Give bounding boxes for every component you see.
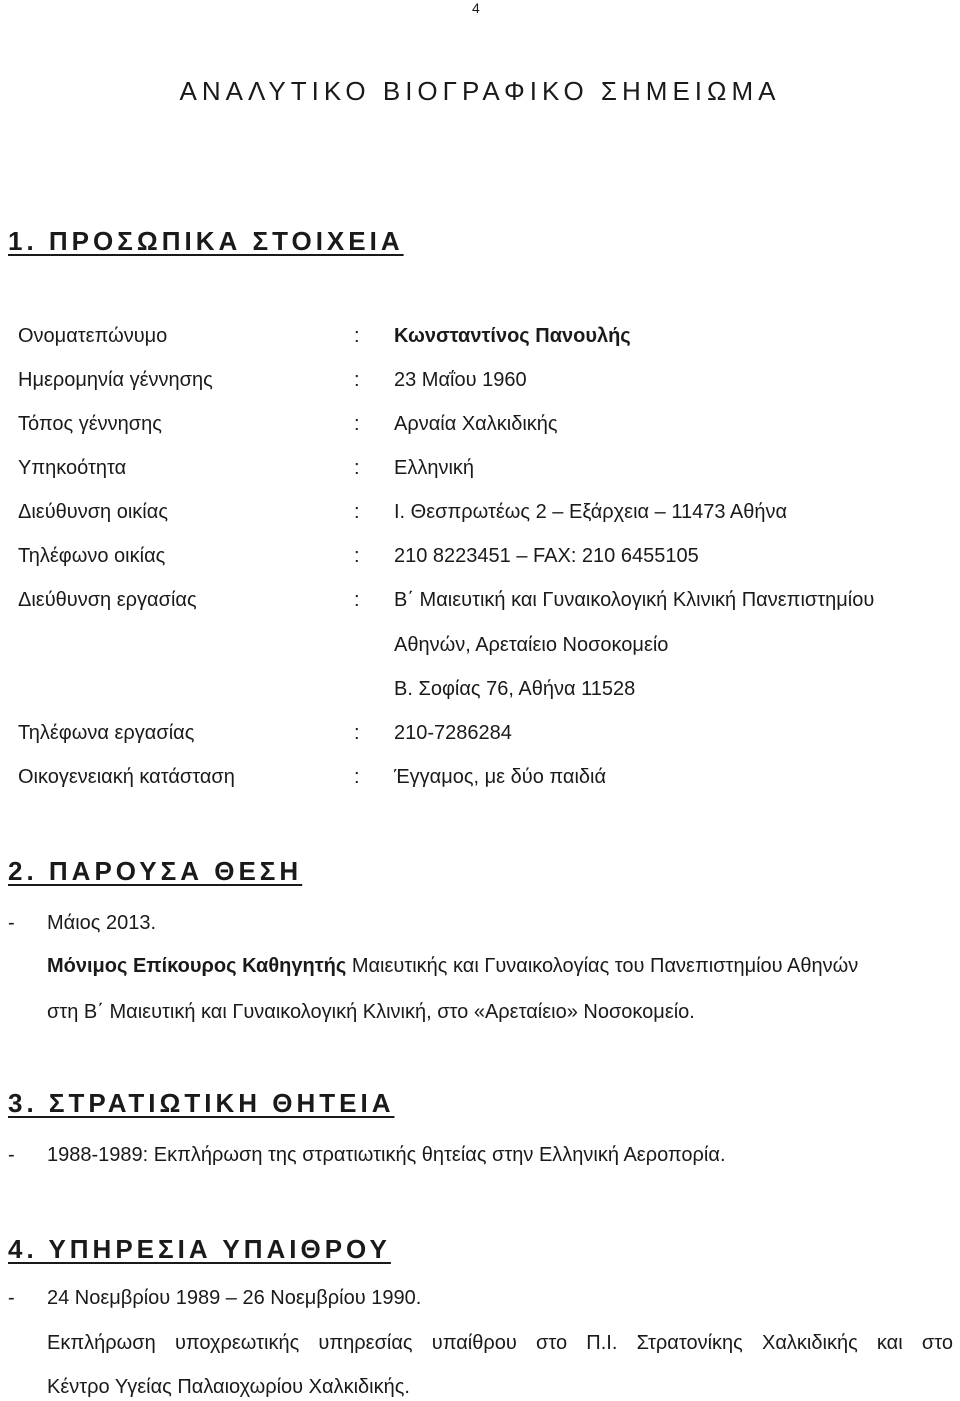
detail-label: Ονοματεπώνυμο	[18, 325, 168, 347]
detail-value: Αρναία Χαλκιδικής	[394, 413, 558, 435]
position-date: Μάιος 2013.	[47, 912, 157, 934]
detail-colon: :	[354, 457, 360, 479]
detail-value: 23 Μαΐου 1960	[394, 369, 527, 391]
detail-colon: :	[354, 501, 360, 523]
detail-label: Οικογενειακή κατάσταση	[18, 766, 235, 788]
position-detail: Μαιευτικής και Γυναικολογίας του Πανεπιστημίου Αθηνών	[346, 955, 859, 977]
detail-label: Τόπος γέννησης	[18, 413, 162, 435]
detail-label: Ημερομηνία γέννησης	[18, 369, 213, 391]
section-4-heading: 4. ΥΠΗΡΕΣΙΑ ΥΠΑΙΘΡΟΥ	[8, 1234, 391, 1264]
rural-service-dates: 24 Νοεμβρίου 1989 – 26 Νοεμβρίου 1990.	[47, 1287, 422, 1309]
detail-label: Τηλέφωνα εργασίας	[18, 722, 195, 744]
section-3-heading: 3. ΣΤΡΑΤΙΩΤΙΚΗ ΘΗΤΕΙΑ	[8, 1088, 395, 1118]
detail-colon: :	[354, 766, 360, 788]
rural-service-description	[47, 1332, 953, 1355]
section-1-heading: 1. ΠΡΟΣΩΠΙΚΑ ΣΤΟΙΧΕΙΑ	[8, 226, 404, 256]
word: στο	[921, 1332, 953, 1354]
detail-colon: :	[354, 545, 360, 567]
detail-value: 210-7286284	[394, 722, 512, 744]
word: στο	[536, 1332, 568, 1354]
detail-colon: :	[354, 369, 360, 391]
section-2-heading: 2. ΠΑΡΟΥΣΑ ΘΕΣΗ	[8, 856, 303, 886]
document-title: ΑΝΑΛΥΤΙΚΟ ΒΙΟΓΡΑΦΙΚΟ ΣΗΜΕΙΩΜΑ	[179, 76, 781, 106]
word: και	[876, 1332, 903, 1354]
bullet-dash: -	[8, 912, 15, 934]
word: Χαλκιδικής	[762, 1332, 858, 1354]
detail-label: Διεύθυνση οικίας	[18, 501, 168, 523]
word: υποχρεωτικής	[174, 1332, 300, 1354]
detail-colon: :	[354, 722, 360, 744]
position-description	[47, 955, 858, 978]
word: υπαίθρου	[431, 1332, 517, 1354]
word: υπηρεσίας	[318, 1332, 413, 1354]
position-description-line-2: στη Β΄ Μαιευτική και Γυναικολογική Κλινική, στο «Αρεταίειο» Νοσοκομείο.	[47, 1001, 695, 1023]
detail-label: Υπηκοότητα	[18, 457, 127, 479]
detail-value: Έγγαμος, με δύο παιδιά	[394, 766, 607, 788]
detail-colon: :	[354, 413, 360, 435]
detail-value: Αθηνών, Αρεταίειο Νοσοκομείο	[394, 634, 669, 656]
detail-label: Τηλέφωνο οικίας	[18, 545, 166, 567]
military-service-text: 1988-1989: Εκπλήρωση της στρατιωτικής θητείας στην Ελληνική Αεροπορία.	[47, 1144, 726, 1166]
detail-colon: :	[354, 325, 360, 347]
detail-value: Ι. Θεσπρωτέως 2 – Εξάρχεια – 11473 Αθήνα	[394, 501, 788, 523]
word: Εκπλήρωση	[47, 1332, 156, 1354]
detail-value: 210 8223451 – FAX: 210 6455105	[394, 545, 699, 567]
word: Π.Ι.	[586, 1332, 618, 1354]
page-number: 4	[472, 0, 480, 16]
detail-value: Β΄ Μαιευτική και Γυναικολογική Κλινική Πανεπιστημίου	[394, 589, 875, 611]
rural-service-description-line-3: Κέντρο Υγείας Παλαιοχωρίου Χαλκιδικής.	[47, 1376, 410, 1398]
detail-colon: :	[354, 589, 360, 611]
word: Στρατονίκης	[636, 1332, 743, 1354]
bullet-dash: -	[8, 1144, 15, 1166]
bullet-dash: -	[8, 1287, 15, 1309]
detail-value: Β. Σοφίας 76, Αθήνα 11528	[394, 678, 636, 700]
detail-value: Κωνσταντίνος Πανουλής	[394, 325, 631, 347]
detail-value: Ελληνική	[394, 457, 475, 479]
detail-label: Διεύθυνση εργασίας	[18, 589, 197, 611]
position-title: Μόνιμος Επίκουρος Καθηγητής	[47, 955, 347, 977]
